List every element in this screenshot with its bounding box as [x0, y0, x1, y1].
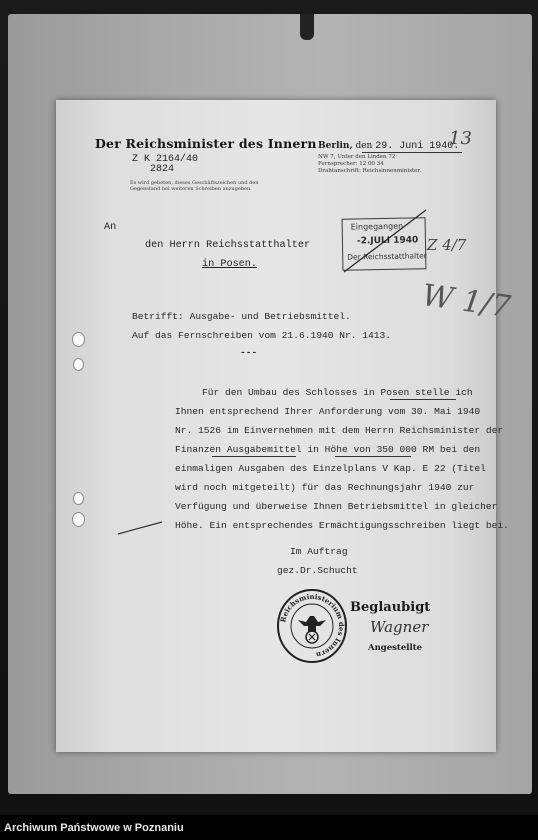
subject-line-2: Auf das Fernschreiben vom 21.6.1940 Nr. 1413.	[132, 330, 392, 341]
handwritten-mark-2: W 1/7	[419, 278, 513, 325]
place-date	[318, 141, 459, 152]
signature-name: gez.Dr.Schucht	[277, 565, 358, 576]
subject-line-1: Betrifft: Ausgabe- und Betriebsmittel.	[132, 311, 351, 322]
underline-stelle-ich	[390, 399, 456, 400]
body-line-2: Ihnen entsprechend Ihrer Anforderung vom 30. Mai 1940	[175, 406, 481, 417]
address-line-3: Drahtanschrift: Reichsinnenminister.	[318, 168, 422, 174]
subject-separator: ---	[240, 347, 258, 358]
stamp-date: -2.JULI 1940	[356, 235, 419, 247]
reference-note: Es wird gebeten, dieses Geschäftszeichen und den Gegenstand bei weiteren Schreiben anzugeben.	[130, 180, 259, 192]
punch-hole-top-2	[73, 358, 84, 371]
recipient-an: An	[104, 222, 117, 233]
seal-inscription: Reichsministerium des Innern	[278, 591, 347, 660]
recipient-line-2: in Posen.	[202, 259, 258, 270]
handwritten-mark-1: Z 4/7	[427, 236, 467, 254]
place-name: Berlin,	[318, 141, 353, 151]
body-line-1: Für den Umbau des Schlosses in Posen stelle ich	[202, 387, 473, 398]
body-line-5: einmaligen Ausgaben des Einzelplans V Kap. E 22 (Titel	[175, 463, 486, 474]
reference-number	[132, 155, 198, 175]
archive-name: Archiwum Państwowe w Poznaniu	[4, 822, 184, 834]
underline-amount	[335, 456, 411, 457]
ministry-address	[318, 154, 458, 175]
punch-hole-bottom-1	[73, 492, 84, 505]
margin-pencil-stroke	[116, 518, 166, 538]
certification-role: Angestellte	[368, 643, 423, 653]
certification-label: Beglaubigt	[350, 600, 431, 615]
page-number-mark: 13	[449, 128, 472, 149]
letter-date: 29. Juni 1940.	[375, 141, 460, 152]
board-clip-notch	[300, 14, 314, 40]
reference-line-2: 2824	[150, 164, 175, 175]
ministry-seal	[276, 588, 348, 664]
body-line-8: Höhe. Ein entsprechendes Ermächtigungsschreiben liegt bei.	[175, 520, 509, 531]
certification-signature: Wagner	[370, 618, 429, 636]
body-line-7: Verfügung und überweise Ihnen Betriebsmittel in gleicher	[175, 501, 498, 512]
reference-line-1: Z K 2164/40	[132, 154, 199, 165]
body-line-4: Finanzen Ausgabemittel in Höhe von 350 000 RM bei den	[175, 444, 481, 455]
letterhead-title: Der Reichsminister des Innern	[95, 136, 317, 151]
punch-hole-top-1	[72, 332, 85, 347]
stamp-organization: Der Reichsstatthalter	[347, 251, 427, 262]
address-line-2: Fernsprecher: 12 00 34	[318, 161, 384, 167]
address-line-1: NW 7, Unter den Linden 72	[318, 154, 396, 160]
signature-in-auftrag: Im Auftrag	[290, 546, 348, 557]
punch-hole-bottom-2	[72, 512, 85, 527]
stamp-title: Eingegangen	[350, 221, 404, 232]
body-line-6: wird noch mitgeteilt) für das Rechnungsjahr 1940 zur	[175, 482, 475, 493]
body-line-3: Nr. 1526 im Einvernehmen mit dem Herrn Reichsminister der	[175, 425, 504, 436]
stamp-crossout-stroke	[340, 206, 430, 276]
date-prefix: den	[355, 141, 373, 151]
date-underline	[362, 152, 462, 153]
archive-footer-bar	[0, 815, 538, 840]
recipient-line-1: den Herrn Reichsstatthalter	[145, 240, 311, 251]
underline-ausgabemittel	[212, 456, 296, 457]
